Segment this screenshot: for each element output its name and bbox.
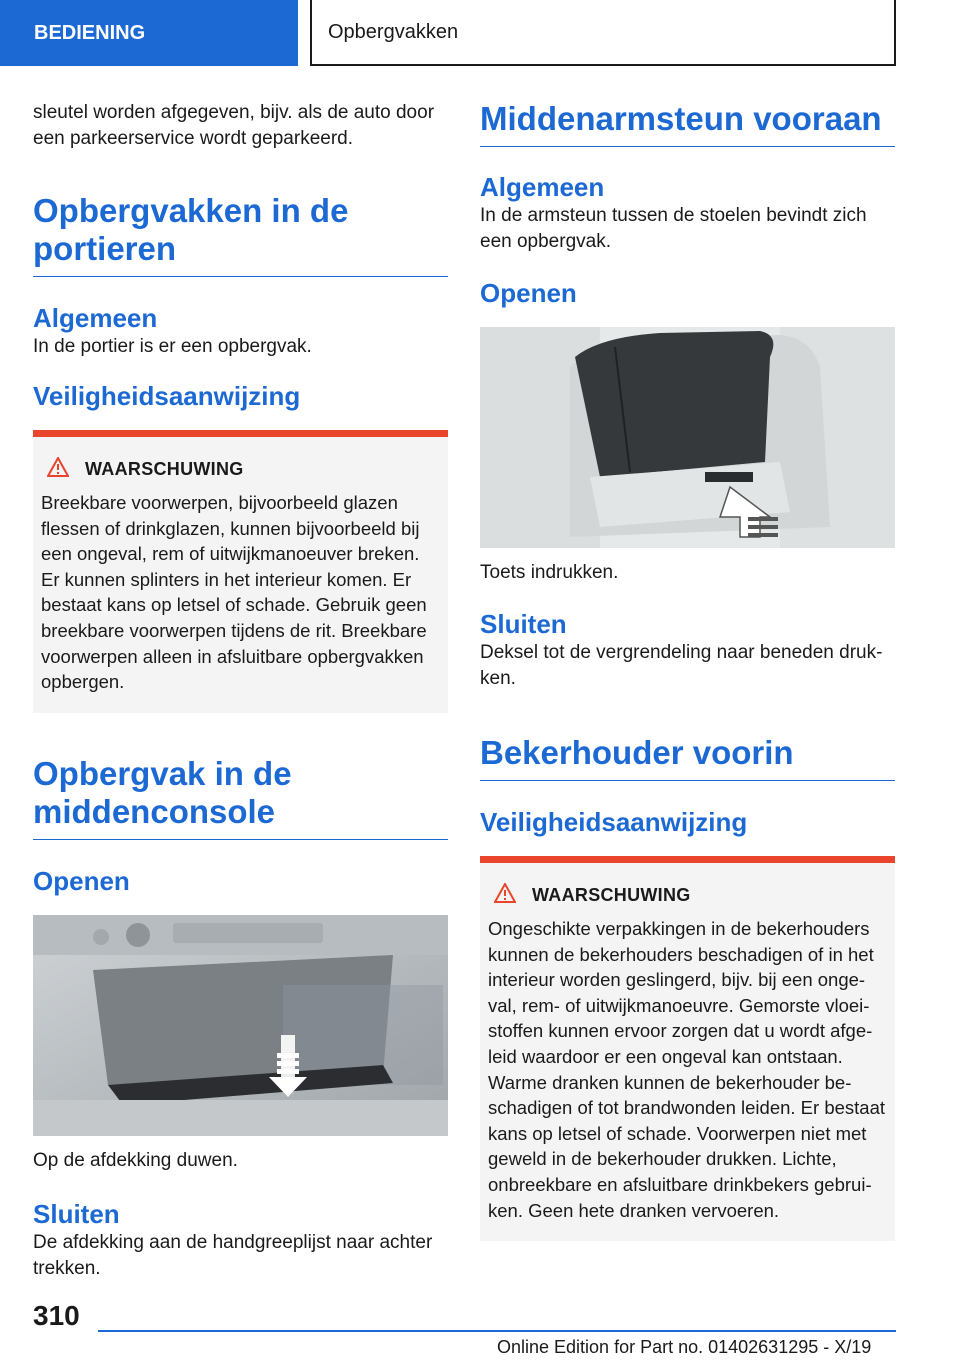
warning-title: WAARSCHUWING	[85, 459, 244, 479]
warning-text: Breekbare voorwerpen, bijvoorbeeld glazen flessen of drinkglazen, kunnen bijvoorbeeld bij een ongeval, rem of uitwijkmanoeuver breken. Er kunnen splinters in het interieur komen. Er bestaat kans op letsel of schade. Gebruik geen breekbare voorwerpen tijdens de rit. Breekbare voorwerpen alleen in afsluitbare opbergvakken opbergen.	[41, 492, 427, 693]
armrest-close-text: Deksel tot de vergrendeling naar beneden drukken.	[480, 642, 883, 689]
heading-console-open: Openen	[33, 865, 130, 896]
heading-doors-general: Algemeen	[33, 303, 158, 333]
console-compartment-image	[33, 915, 448, 1136]
console-open-caption: Op de afdekking duwen.	[33, 1149, 238, 1171]
page-number: 310	[33, 1300, 80, 1331]
footer-divider	[98, 1330, 896, 1332]
heading-cup-safety: Veiligheidsaanwijzing	[480, 807, 748, 837]
heading-door-compartments: Opbergvakken in de portieren	[33, 192, 448, 277]
heading-armrest-general: Algemeen	[480, 172, 605, 202]
chapter-title: Opbergvakken	[328, 20, 459, 43]
armrest-open-caption: Toets indrukken.	[480, 562, 619, 583]
section-title: BEDIENING	[34, 22, 146, 44]
heading-armrest-close: Sluiten	[480, 609, 567, 639]
heading-center-console: Opbergvak in de middenconsole	[33, 755, 448, 840]
armrest-general-text: In de armsteun tussen de stoelen bevindt zich een opbergvak.	[480, 205, 867, 252]
heading-console-close: Sluiten	[33, 1198, 120, 1229]
warning-triangle-icon	[494, 883, 516, 908]
warning-box	[33, 430, 448, 713]
heading-cupholder: Bekerhouder voorin	[480, 734, 895, 781]
heading-armrest-open: Openen	[480, 278, 577, 308]
left-column	[33, 100, 448, 1282]
doors-general-text: In de portier is er een opbergvak.	[33, 336, 312, 357]
cup-warning-text: Ongeschikte verpakkingen in de bekerhouders kunnen de bekerhouders beschadigen of in het interieur worden geslingerd, bijv. bij een ongeval, rem- of uitwijkmanoeuvre. Gemorste vloeistoffen kunnen ervoor zorgen dat u wordt afgeleid waardoor er een ongeval kan ontstaan. Warme dranken kunnen de bekerhouder beschadigen of tot brandwonden leiden. Er bestaat kans op letsel of schade. Voorwerpen niet met geweld in de bekerhouder drukken. Lichte, onbreekbare en afsluitbare drinkbekers gebruiken. Geen hete dranken vervoeren.	[488, 918, 886, 1221]
warning-triangle-icon	[47, 457, 69, 482]
cup-warning-title: WAARSCHUWING	[532, 885, 691, 905]
intro-text: sleutel worden afgegeven, bijv. als de auto door een parkeerservice wordt geparkeerd.	[33, 102, 435, 149]
warning-header	[41, 457, 440, 482]
cup-warning-header	[488, 883, 887, 908]
cup-warning-box	[480, 856, 895, 1241]
heading-armrest: Middenarmsteun vooraan	[480, 100, 895, 147]
chapter-tab	[310, 0, 896, 66]
footer-edition: Online Edition for Part no. 01402631295 - X/19	[497, 1337, 872, 1357]
console-close-text: De afdekking aan de handgreeplijst naar achter trekken.	[33, 1231, 433, 1279]
section-tab	[0, 0, 298, 66]
right-column	[480, 100, 895, 1241]
armrest-image	[480, 327, 895, 548]
heading-safety: Veiligheidsaanwijzing	[33, 381, 301, 411]
